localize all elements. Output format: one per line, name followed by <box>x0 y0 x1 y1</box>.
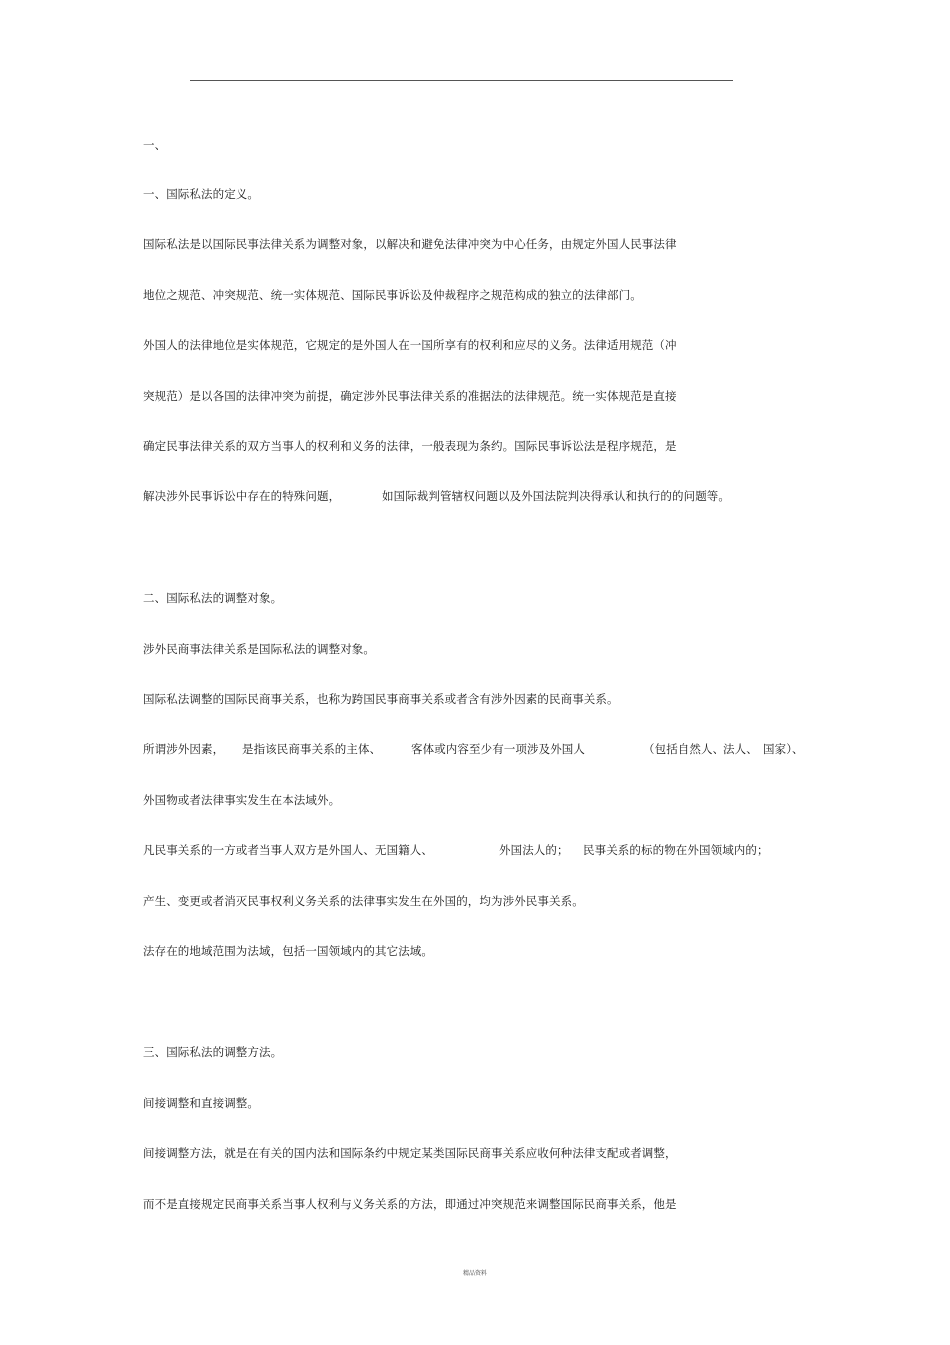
line-segment: 法人、 <box>723 742 758 756</box>
section-heading-scope: 二、国际私法的调整对象。 <box>143 591 283 605</box>
line-segment: 所谓涉外因素， <box>143 742 225 756</box>
section-heading-definition: 一、国际私法的定义。 <box>143 187 259 201</box>
section-heading-method: 三、国际私法的调整方法。 <box>143 1045 283 1059</box>
line-segment: 是指该民商事关系的主体、 <box>242 742 382 756</box>
line-segment: 民事关系的标的物在外国领域内的； <box>583 843 769 857</box>
line-segment: （包括自然人、 <box>643 742 725 756</box>
paragraph-line: 外国人的法律地位是实体规范，它规定的是外国人在一国所享有的权利和应尽的义务。法律适用规范（冲 <box>143 338 677 352</box>
paragraph-line: 外国物或者法律事实发生在本法域外。 <box>143 793 341 807</box>
paragraph-line: 地位之规范、冲突规范、统一实体规范、国际民事诉讼及仲裁程序之规范构成的独立的法律部门。 <box>143 288 642 302</box>
page-footer: 精品资料 <box>462 1270 487 1277</box>
paragraph-line: 间接调整方法，就是在有关的国内法和国际条约中规定某类国际民商事关系应收何种法律支配或者调整， <box>143 1146 677 1160</box>
paragraph-heading-one: 一、 <box>143 138 167 152</box>
paragraph-line <box>143 489 730 545</box>
paragraph-line: 确定民事法律关系的双方当事人的权利和义务的法律，一般表现为条约。国际民事诉讼法是程序规范，是 <box>143 439 677 453</box>
paragraph-line: 产生、变更或者消灭民事权利义务关系的法律事实发生在外国的，均为涉外民事关系。 <box>143 894 584 908</box>
paragraph-line: 间接调整和直接调整。 <box>143 1096 259 1110</box>
line-segment: 凡民事关系的一方或者当事人双方是外国人、无国籍人、 <box>143 843 433 857</box>
paragraph-line: 法存在的地域范围为法域，包括一国领域内的其它法域。 <box>143 944 433 958</box>
line-segment: 国家）、 <box>763 742 804 756</box>
paragraph-line: 涉外民商事法律关系是国际私法的调整对象。 <box>143 642 375 656</box>
paragraph-line: 国际私法调整的国际民商事关系，也称为跨国民事商事关系或者含有涉外因素的民商事关系。 <box>143 692 619 706</box>
line-segment: 外国法人的； <box>499 843 569 857</box>
paragraph-line: 国际私法是以国际民事法律关系为调整对象，以解决和避免法律冲突为中心任务，由规定外国人民事法律 <box>143 237 677 251</box>
header-rule <box>190 80 733 81</box>
line-segment: 客体或内容至少有一项涉及外国人 <box>411 742 585 756</box>
line-segment: 如国际裁判管辖权问题以及外国法院判决得承认和执行的的问题等。 <box>382 489 730 503</box>
line-segment: 解决涉外民事诉讼中存在的特殊问题， <box>143 489 341 503</box>
paragraph-line: 突规范）是以各国的法律冲突为前提，确定涉外民事法律关系的准据法的法律规范。统一实体规范是直接 <box>143 389 677 403</box>
paragraph-line: 而不是直接规定民商事关系当事人权利与义务关系的方法，即通过冲突规范来调整国际民商事关系，他是 <box>143 1197 677 1211</box>
